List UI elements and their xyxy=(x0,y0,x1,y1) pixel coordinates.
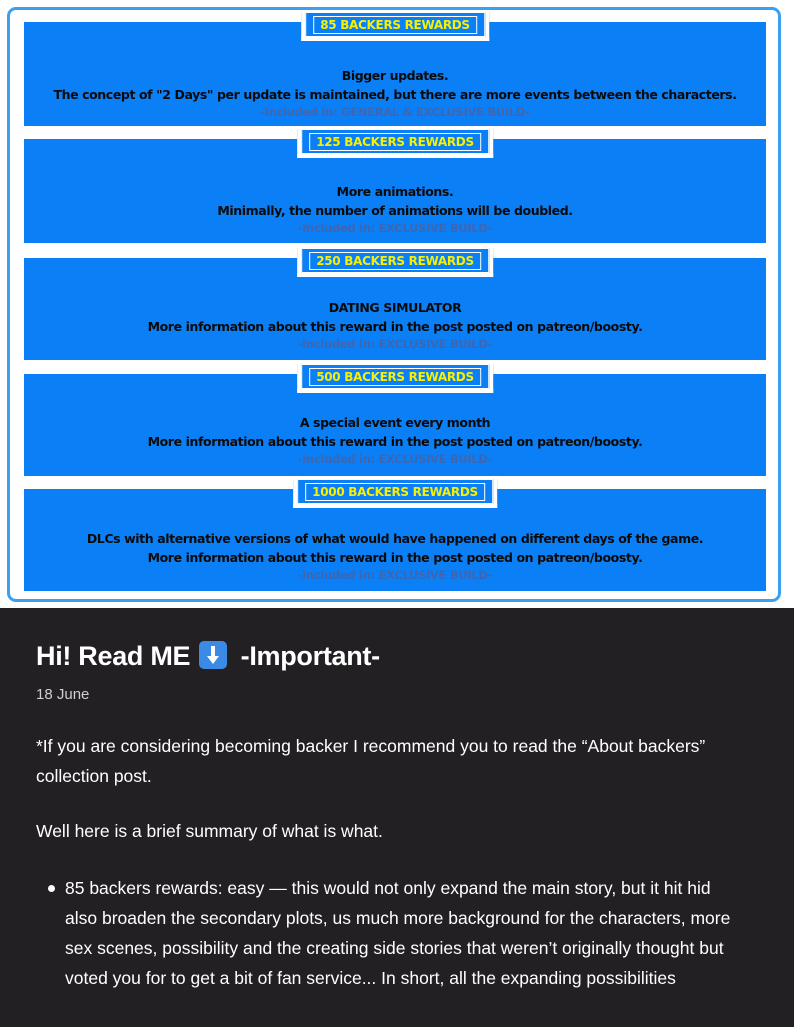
tier-500-line1: A special event every month xyxy=(299,415,491,430)
post-body xyxy=(0,608,794,1027)
tier-500 xyxy=(24,370,766,476)
tier-500-included: -Included in: EXCLUSIVE BUILD- xyxy=(297,452,493,466)
tier-250-line2: More information about this reward in the post posted on patreon/boosty. xyxy=(147,319,643,334)
tier-85-label: 85 BACKERS REWARDS xyxy=(301,12,489,41)
tier-1000-line2: More information about this reward in the post posted on patreon/boosty. xyxy=(147,550,643,565)
tier-85-line2: The concept of "2 Days" per update is maintained, but there are more events between the characters. xyxy=(53,87,737,102)
tier-125-line2: Minimally, the number of animations will be doubled. xyxy=(217,203,573,218)
tier-500-line2: More information about this reward in the post posted on patreon/boosty. xyxy=(147,434,643,449)
rewards-bullet-list xyxy=(36,873,746,993)
post-title-start: Hi! Read ME xyxy=(36,641,191,671)
tier-1000-included: -Included in: EXCLUSIVE BUILD- xyxy=(297,568,493,582)
tier-1000-label: 1000 BACKERS REWARDS xyxy=(293,479,497,508)
tier-250-label: 250 BACKERS REWARDS xyxy=(297,248,493,277)
tier-1000-line1: DLCs with alternative versions of what would have happened on different days of the game. xyxy=(86,531,704,546)
tier-500-label: 500 BACKERS REWARDS xyxy=(297,364,493,393)
post-paragraph-summary: Well here is a brief summary of what is what. xyxy=(36,821,383,841)
tier-125-line1: More animations. xyxy=(336,184,454,199)
tier-250-line1: DATING SIMULATOR xyxy=(328,300,462,315)
tier-125-label: 125 BACKERS REWARDS xyxy=(297,129,493,158)
tier-85-included: -Included in: GENERAL & EXCLUSIVE BUILD- xyxy=(260,105,530,119)
tier-1000 xyxy=(24,485,766,591)
tier-125-included: -Included in: EXCLUSIVE BUILD- xyxy=(297,221,493,235)
tier-85-line1: Bigger updates. xyxy=(341,68,449,83)
post-title-end: -Important- xyxy=(240,641,380,671)
down-arrow-icon xyxy=(199,641,227,669)
post-title xyxy=(36,641,380,672)
tier-250-included: -Included in: EXCLUSIVE BUILD- xyxy=(297,337,493,351)
list-item: 85 backers rewards: easy — this would not only expand the main story, but it hit hid also broaden the secondary plots, us much more background for the characters, more sex scenes, possibility and the creating side stories that weren’t originally thought but voted you for to get a bit of fan service... In short, all the expanding possibilities xyxy=(36,873,746,993)
post-paragraph-intro: *If you are considering becoming backer I recommend you to read the “About backers” collection post. xyxy=(36,736,706,786)
tier-125 xyxy=(24,135,766,243)
tier-250 xyxy=(24,254,766,360)
tier-85 xyxy=(24,18,766,126)
post-date: 18 June xyxy=(36,686,90,703)
